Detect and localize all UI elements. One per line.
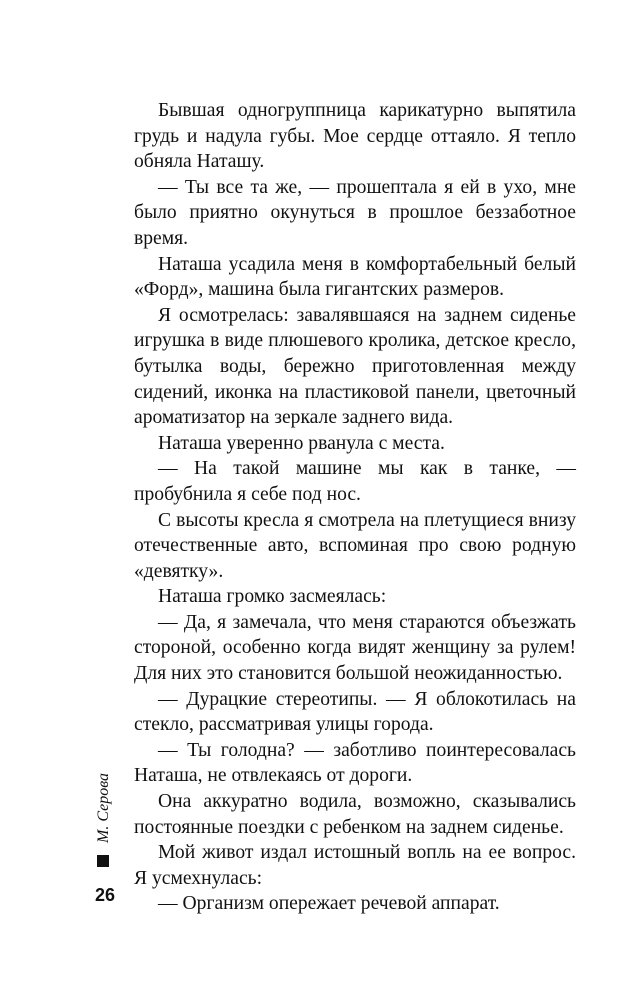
page-number: 26 (95, 885, 116, 905)
paragraph-11: — Ты голодна? — заботливо поинтересовалась Наташа, не отвлекаясь от дороги. (134, 739, 576, 787)
running-author-name: М. Серова (95, 772, 112, 843)
paragraph-8: Наташа громко засмеялась: (158, 586, 387, 608)
paragraph-6: — На такой машине мы как в танке, — пробубнила я себе под нос. (134, 458, 576, 505)
paragraph-7: С высоты кресла я смотрела на плетущиеся внизу отечественные авто, вспоминая про свою родную «девятку». (134, 509, 576, 582)
paragraph-9: — Да, я замечала, что меня стараются объезжать стороной, особенно когда видят женщину за рулем! Для них это становится большой неожиданностью. (134, 611, 576, 685)
paragraph-1: Бывшая одногруппница карикатурно выпятила грудь и надула губы. Мое сердце оттаяло. Я тепло обняла Наташу. (134, 100, 576, 173)
paragraph-12: Она аккуратно водила, возможно, сказывались постоянные поездки с ребенком на заднем сиденье. (134, 791, 576, 838)
paragraph-10: — Дурацкие стереотипы. — Я облокотилась на стекло, рассматривая улицы города. (134, 688, 576, 736)
page-marker-square (97, 855, 109, 867)
paragraph-2: — Ты все та же, — прошептала я ей в ухо, мне было приятно окунуться в прошлое беззаботное время. (134, 176, 576, 249)
paragraph-4: Я осмотрелась: завалявшаяся на заднем сиденье игрушка в виде плюшевого кролика, детское кресло, бутылка воды, бережно приготовленная между сидений, иконка на пластиковой панели, цветочный ароматизатор на зеркале заднего вида. (134, 304, 576, 429)
paragraph-13: Мой живот издал истошный вопль на ее вопрос. Я усмехнулась: (134, 842, 576, 889)
paragraph-5: Наташа уверенно рванула с места. (158, 432, 445, 454)
page-body-text (134, 98, 576, 917)
paragraph-3: Наташа усадила меня в комфортабельный белый «Форд», машина была гигантских размеров. (134, 253, 576, 301)
paragraph-14: — Организм опережает речевой аппарат. (158, 893, 500, 915)
